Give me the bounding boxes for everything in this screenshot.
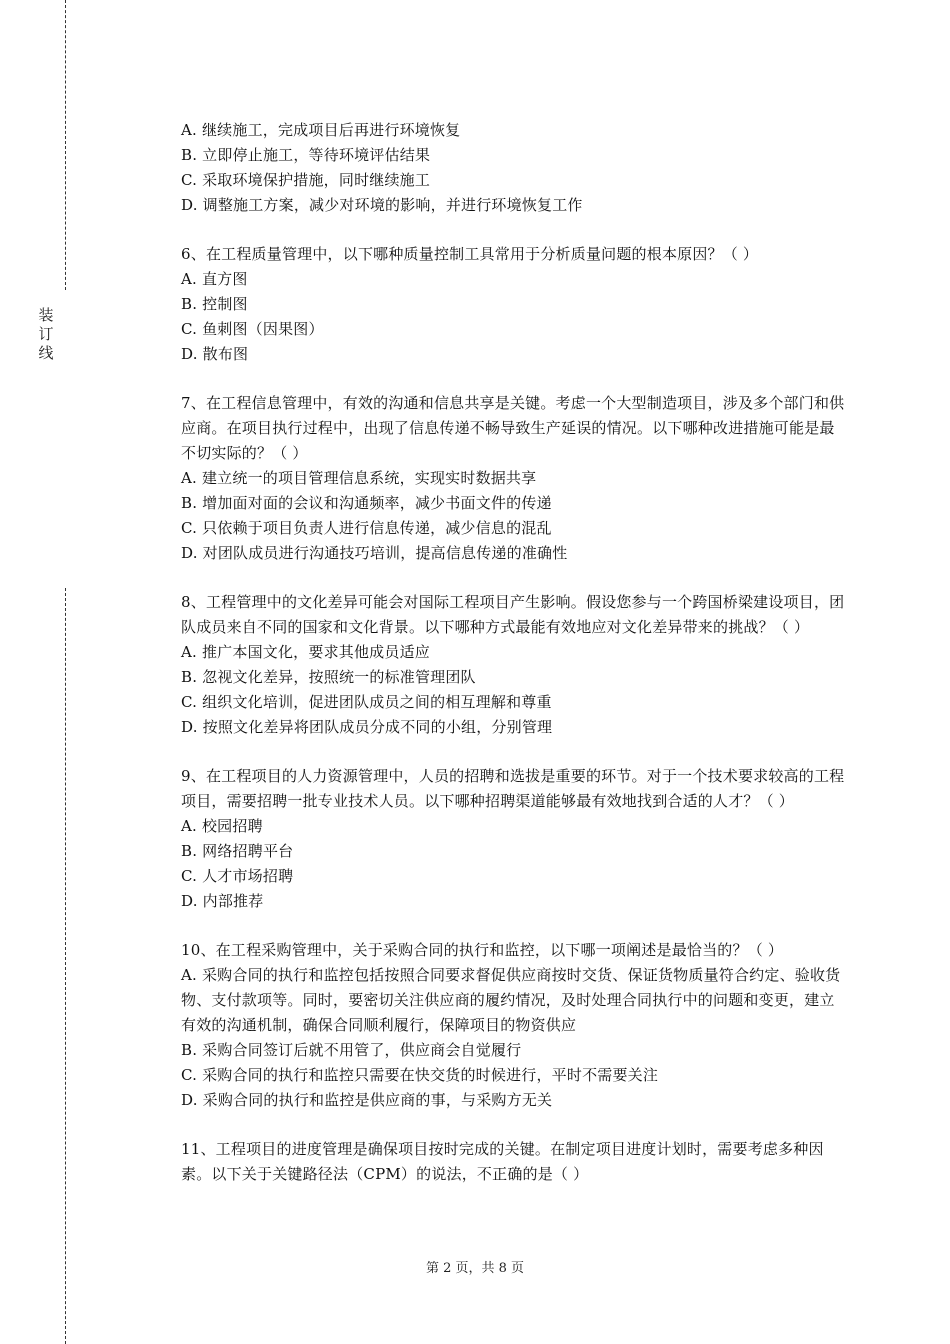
option-a: A. 校园招聘 [181, 817, 263, 835]
question-stem: 6、在工程质量管理中，以下哪种质量控制工具常用于分析质量问题的根本原因？（ ） [181, 245, 759, 263]
option-d: D. 对团队成员进行沟通技巧培训，提高信息传递的准确性 [181, 544, 568, 562]
option-b: B. 增加面对面的会议和沟通频率，减少书面文件的传递 [181, 494, 552, 512]
option-d: D. 采购合同的执行和监控是供应商的事，与采购方无关 [181, 1091, 553, 1109]
question-7 [181, 391, 849, 566]
binding-line-top [65, 0, 66, 290]
option-c: C. 人才市场招聘 [181, 867, 294, 885]
option-b: B. 立即停止施工，等待环境评估结果 [181, 146, 431, 164]
option-a: A. 推广本国文化，要求其他成员适应 [181, 643, 430, 661]
option-c: C. 组织文化培训，促进团队成员之间的相互理解和尊重 [181, 693, 552, 711]
question-stem: 11、工程项目的进度管理是确保项目按时完成的关键。在制定项目进度计划时，需要考虑多种因素。以下关于关键路径法（CPM）的说法，不正确的是（ ） [181, 1140, 824, 1183]
option-c: C. 采取环境保护措施，同时继续施工 [181, 171, 431, 189]
option-d: D. 散布图 [181, 345, 249, 363]
option-a: A. 直方图 [181, 270, 248, 288]
option-b: B. 网络招聘平台 [181, 842, 294, 860]
option-d: D. 内部推荐 [181, 892, 264, 910]
question-10 [181, 938, 849, 1113]
question-stem: 7、在工程信息管理中，有效的沟通和信息共享是关键。考虑一个大型制造项目，涉及多个部门和供应商。在项目执行过程中，出现了信息传递不畅导致生产延误的情况。以下哪种改进措施可能是最不切实际的？（ ） [181, 394, 845, 462]
question-5-options [181, 118, 849, 218]
option-b: B. 采购合同签订后就不用管了，供应商会自觉履行 [181, 1041, 522, 1059]
option-b: B. 控制图 [181, 295, 248, 313]
binding-line-bottom [65, 588, 66, 1344]
question-11 [181, 1137, 849, 1187]
option-d: D. 按照文化差异将团队成员分成不同的小组，分别管理 [181, 718, 553, 736]
option-c: C. 鱼刺图（因果图） [181, 320, 324, 338]
question-stem: 9、在工程项目的人力资源管理中，人员的招聘和选拔是重要的环节。对于一个技术要求较高的工程项目，需要招聘一批专业技术人员。以下哪种招聘渠道能够最有效地找到合适的人才？（ ） [181, 767, 845, 810]
option-a: A. 建立统一的项目管理信息系统，实现实时数据共享 [181, 469, 537, 487]
option-b: B. 忽视文化差异，按照统一的标准管理团队 [181, 668, 476, 686]
option-c: C. 只依赖于项目负责人进行信息传递，减少信息的混乱 [181, 519, 552, 537]
option-c: C. 采购合同的执行和监控只需要在快交货的时候进行，平时不需要关注 [181, 1066, 659, 1084]
option-a: A. 继续施工，完成项目后再进行环境恢复 [181, 121, 461, 139]
page-footer: 第 2 页，共 8 页 [425, 1261, 525, 1276]
question-8 [181, 590, 849, 740]
question-6 [181, 242, 849, 367]
option-a: A. 采购合同的执行和监控包括按照合同要求督促供应商按时交货、保证货物质量符合约定、验收货物、支付款项等。同时，要密切关注供应商的履约情况，及时处理合同执行中的问题和变更，建立有效的沟通机制，确保合同顺利履行，保障项目的物资供应 [181, 966, 841, 1034]
option-d: D. 调整施工方案，减少对环境的影响，并进行环境恢复工作 [181, 196, 583, 214]
page-content [181, 118, 849, 1211]
question-stem: 10、在工程采购管理中，关于采购合同的执行和监控，以下哪一项阐述是最恰当的？（ ） [181, 941, 784, 959]
question-stem: 8、工程管理中的文化差异可能会对国际工程项目产生影响。假设您参与一个跨国桥梁建设项目，团队成员来自不同的国家和文化背景。以下哪种方式最能有效地应对文化差异带来的挑战？（ ） [181, 593, 845, 636]
question-9 [181, 764, 849, 914]
binding-label: 装订线 [38, 306, 54, 362]
